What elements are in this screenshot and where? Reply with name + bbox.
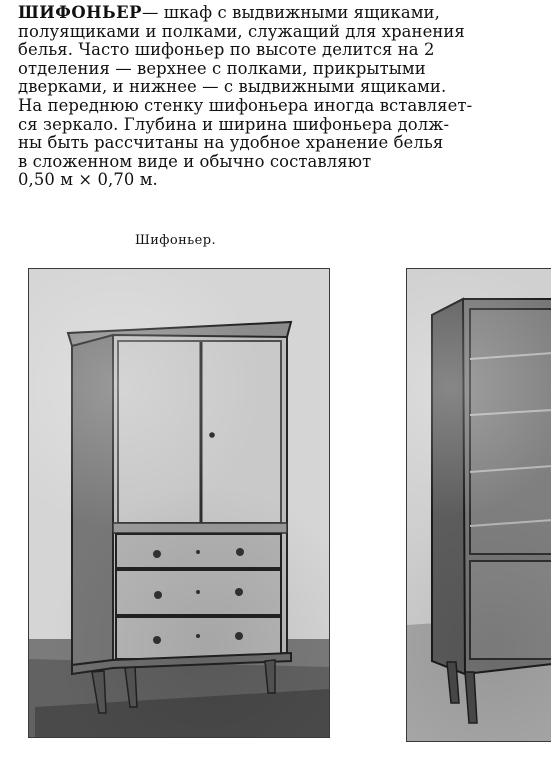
article-text-line: дверками, и нижнее — с выдвижными ящиками. — [18, 77, 447, 97]
article-line-10 — [18, 171, 531, 190]
article-line-7 — [18, 116, 531, 135]
article-line-3 — [18, 41, 531, 60]
article-text — [18, 4, 531, 190]
glass-cabinet — [432, 299, 551, 723]
article-line-5 — [18, 78, 531, 97]
article-line-6 — [18, 97, 531, 116]
wardrobe-illustration — [29, 269, 329, 737]
article-line-8 — [18, 134, 531, 153]
article-text-line: полуящиками и полками, служащий для хранения — [18, 21, 465, 41]
article-line-9 — [18, 153, 531, 172]
article-text-line: ся зеркало. Глубина и ширина шифоньера долж- — [18, 114, 450, 134]
article-text-line: отделения — верхнее с полками, прикрытыми — [18, 58, 426, 78]
article-text-line: — шкаф с выдвижными ящиками, — [141, 3, 440, 22]
article-text-line: в сложенном виде и обычно составляют — [18, 151, 372, 171]
glass-cabinet-illustration — [407, 269, 551, 742]
article-line-1 — [18, 4, 531, 23]
article-text-line: ны быть рассчитаны на удобное хранение белья — [18, 133, 444, 153]
article-line-2 — [18, 23, 531, 42]
wardrobe-photo — [28, 268, 330, 738]
wardrobe-cabinet — [68, 322, 291, 713]
article-text-line: белья. Часто шифоньер по высоте делится на 2 — [18, 40, 435, 60]
photo-caption: Шифоньер. — [135, 233, 216, 248]
cabinet-photo-partial — [406, 268, 551, 742]
article-text-line: 0,50 м × 0,70 м. — [18, 170, 158, 190]
headword: ШИФОНЬЕР — [18, 3, 142, 22]
article-line-4 — [18, 60, 531, 79]
article-text-line: На переднюю стенку шифоньера иногда вставляет- — [18, 95, 473, 115]
